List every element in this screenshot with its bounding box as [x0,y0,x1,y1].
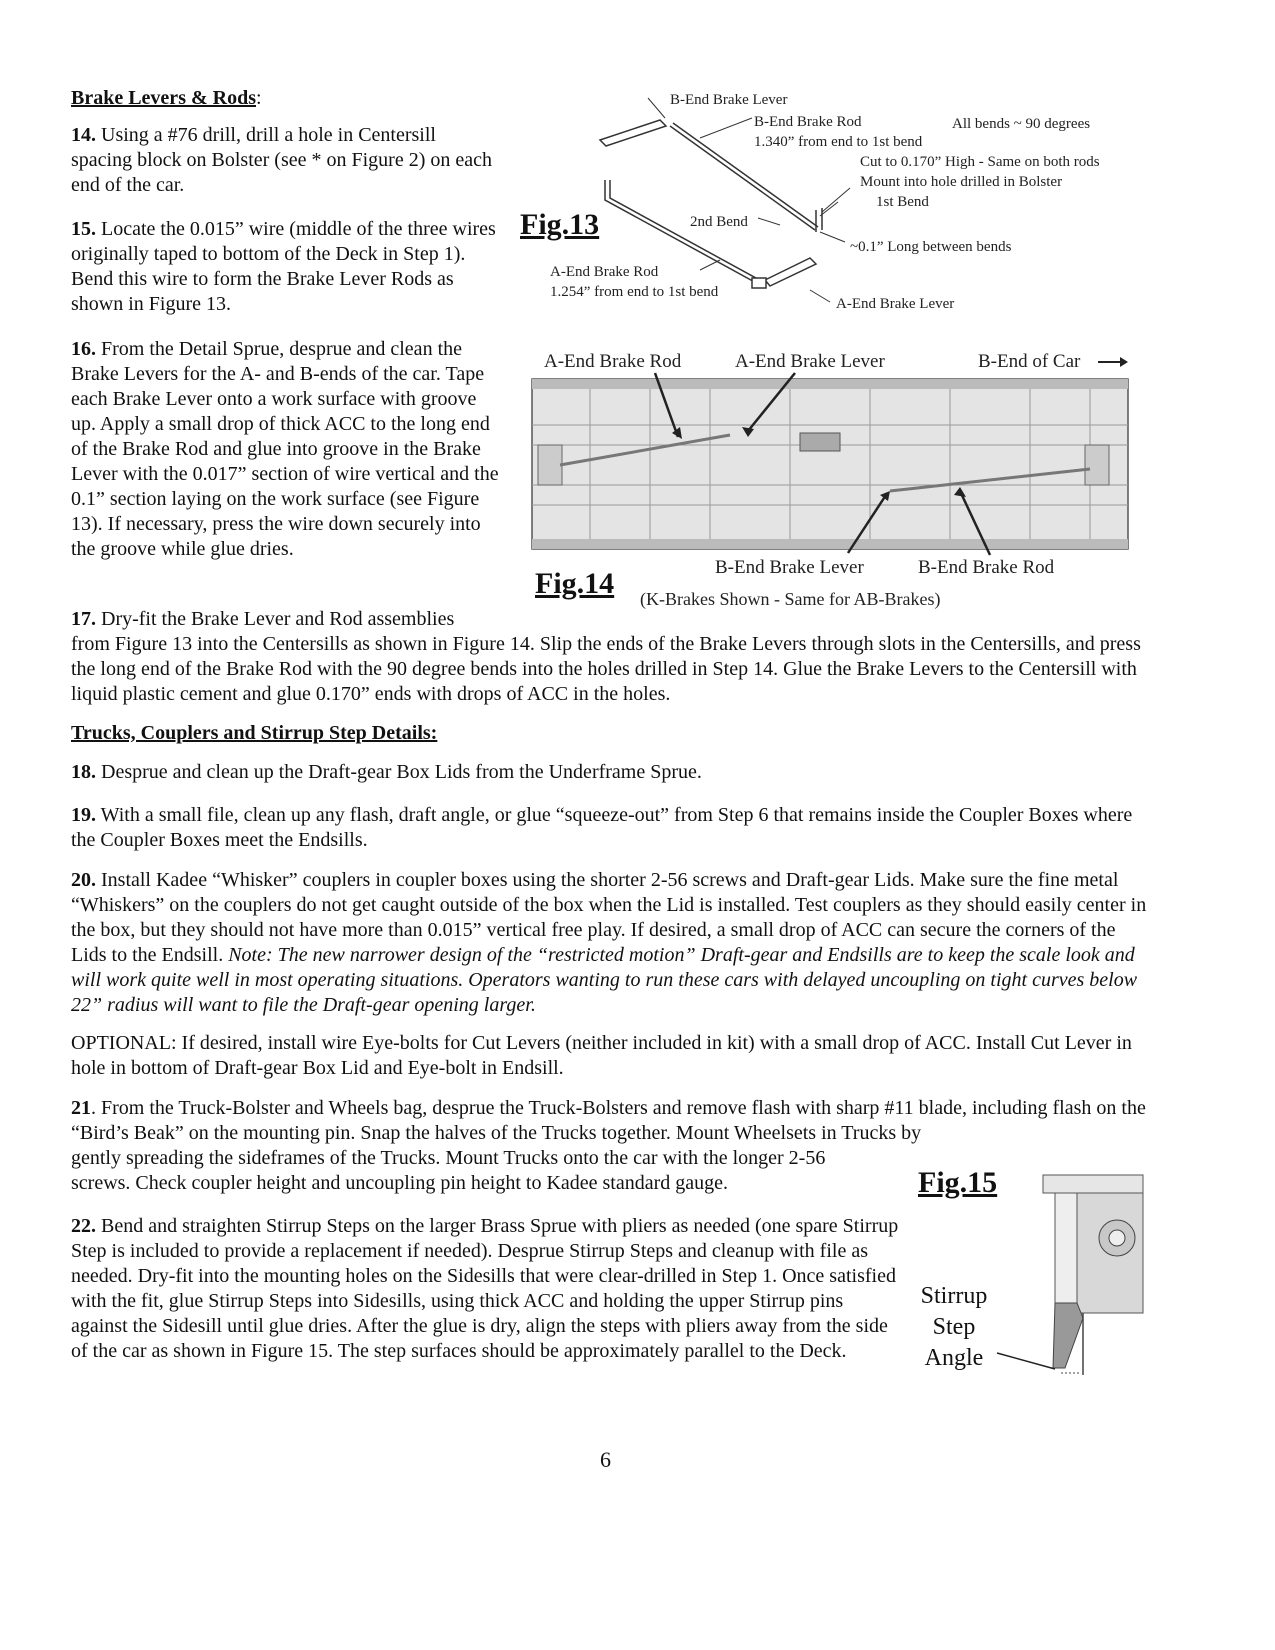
fig14-label: Fig.14 [535,567,615,600]
fig13-first-bend: 1st Bend [876,194,929,210]
fig13-all-bends: All bends ~ 90 degrees [952,116,1091,132]
fig13-a-rod: A-End Brake Rod [550,264,659,280]
section-heading-brake [71,86,262,111]
fig13-second-bend: 2nd Bend [690,214,748,230]
figure-14 [530,345,1130,615]
step-number: 21 [71,1097,91,1119]
fig15-line2: Step [932,1314,976,1340]
step-text: Install Kadee “Whisker” couplers in coupler boxes using the shorter 2-56 screws and Draft-gear Lids. Make sure the fine metal “Whiskers” on the couplers do not get caught outside of the box when the Lid is installed. Test couplers as they should easily center in the box, but they should not have more than 0.015” vertical free play. If desired, a small drop of ACC can secure the corners of the Lids to the Endsill. [71,869,1147,966]
step-text: . From the Truck-Bolster and Wheels bag, desprue the Truck-Bolsters and remove flash with sharp #11 blade, including flash on the “Bird’s Beak” on the mounting pin. Snap the halves of the Trucks together. Mount Wheelsets in Trucks by [71,1097,1146,1144]
fig13-b-rod: B-End Brake Rod [754,114,862,130]
figure-15 [915,1163,1145,1388]
fig14-b-end: B-End of Car [978,351,1081,372]
fig14-b-lever: B-End Brake Lever [715,557,864,578]
fig14-b-rod: B-End Brake Rod [918,557,1055,578]
fig13-a-lever: A-End Brake Lever [836,296,955,312]
step-21-start [71,1096,1151,1146]
page-number: 6 [600,1447,611,1472]
fig14-a-rod: A-End Brake Rod [544,351,682,372]
fig13-label: Fig.13 [520,208,600,241]
step-number: 15. [71,218,96,240]
optional-note: OPTIONAL: If desired, install wire Eye-bolts for Cut Levers (neither included in kit) with a small drop of ACC. Install Cut Lever in hole in bottom of Draft-gear Box Lid and Eye-bolt in Endsill. [71,1032,1132,1079]
fig15-label: Fig.15 [918,1166,998,1199]
fig15-line3: Angle [924,1345,984,1371]
fig14-caption: (K-Brakes Shown - Same for AB-Brakes) [640,589,941,609]
fig15-caption [915,1281,993,1374]
fig13-between: ~0.1” Long between bends [850,239,1012,255]
fig13-diagram [520,80,1180,320]
step-21-cont: gently spreading the sideframes of the Trucks. Mount Trucks onto the car with the longer 2-56 screws. Check coupler height and uncoupling pin height to Kadee standard gauge. [71,1147,826,1194]
fig14-a-lever: A-End Brake Lever [735,351,885,372]
step-number: 18. [71,761,96,783]
fig13-a-rod-len: 1.254” from end to 1st bend [550,284,719,300]
fig13-b-rod-len: 1.340” from end to 1st bend [754,134,923,150]
step-18 [71,760,1151,785]
step-15 [71,217,501,317]
underframe-image [532,379,1128,549]
step-number: 17. [71,608,96,630]
step-16 [71,337,501,562]
step-number: 16. [71,338,96,360]
fig14-diagram [530,345,1130,615]
step-17-start [71,607,541,632]
step-text: From the Detail Sprue, desprue and clean the Brake Levers for the A- and B-ends of the car. Tape each Brake Lever onto a work surface with groove up. Apply a small drop of thick ACC to the long end of the Brake Rod and glue into groove in the Brake Lever with the 0.017” section of wire vertical and the 0.1” section laying on the work surface (see Figure 13). If necessary, press the wire down securely into the groove while glue dries. [71,338,499,560]
step-number: 19. [71,804,96,826]
step-number: 14. [71,124,96,146]
fig13-mount: Mount into hole drilled in Bolster [860,174,1063,190]
step-14 [71,123,501,198]
step-22 [71,1214,901,1364]
step-19 [71,803,1151,853]
section-heading-trucks: Trucks, Couplers and Stirrup Step Details: [71,722,438,744]
step-number: 22. [71,1215,96,1237]
step-number: 20. [71,869,96,891]
step-20 [71,868,1151,1018]
fig15-line1: Stirrup [920,1283,988,1309]
step-text: Dry-fit the Brake Lever and Rod assemblies [96,608,455,630]
b-lever-shape [600,120,666,146]
step-text: Using a #76 drill, drill a hole in Centersill spacing block on Bolster (see * on Figure 2) on each end of the car. [71,124,493,196]
fig13-cut: Cut to 0.170” High - Same on both rods [860,154,1100,170]
figure-13 [520,80,1180,320]
step-text: Bend and straighten Stirrup Steps on the larger Brass Sprue with pliers as needed (one spare Stirrup Step is included to provide a replacement if needed). Desprue Stirrup Steps and cleanup with file as needed. Dry-fit into the mounting holes on the Sidesills that were clear-drilled in Step 1. Once satisfied with the fit, glue Stirrup Steps into Sidesills, using thick ACC and holding the upper Stirrup pins against the Sidesill until glue dries. After the glue is dry, align the steps with pliers away from the side of the car as shown in Figure 15. The step surfaces should be approximately parallel to the Deck. [71,1215,899,1362]
step-text: With a small file, clean up any flash, draft angle, or glue “squeeze-out” from Step 6 that remains inside the Coupler Boxes where the Coupler Boxes meet the Endsills. [71,804,1133,851]
heading-text: Brake Levers & Rods [71,87,256,109]
step-text: Desprue and clean up the Draft-gear Box Lids from the Underframe Sprue. [96,761,702,783]
fig13-b-lever: B-End Brake Lever [670,92,788,108]
heading-colon: : [255,87,262,109]
step-note: Note: The new narrower design of the “restricted motion” Draft-gear and Endsills are to keep the scale look and will work quite well in most operating situations. Operators wanting to run these cars with delayed uncoupling on tight curves below 22” radius will want to file the Draft-gear opening larger. [71,944,1138,1016]
step-text: Locate the 0.015” wire (middle of the three wires originally taped to bottom of the Deck in Step 1). Bend this wire to form the Brake Lever Rods as shown in Figure 13. [71,218,496,315]
step-17-cont: from Figure 13 into the Centersills as shown in Figure 14. Slip the ends of the Brake Levers through slots in the Centersills, and press the long end of the Brake Rod with the 90 degree bends into the holes drilled in Step 14. Glue the Brake Levers to the Centersill with liquid plastic cement and glue 0.170” ends with drops of ACC in the holes. [71,633,1141,705]
